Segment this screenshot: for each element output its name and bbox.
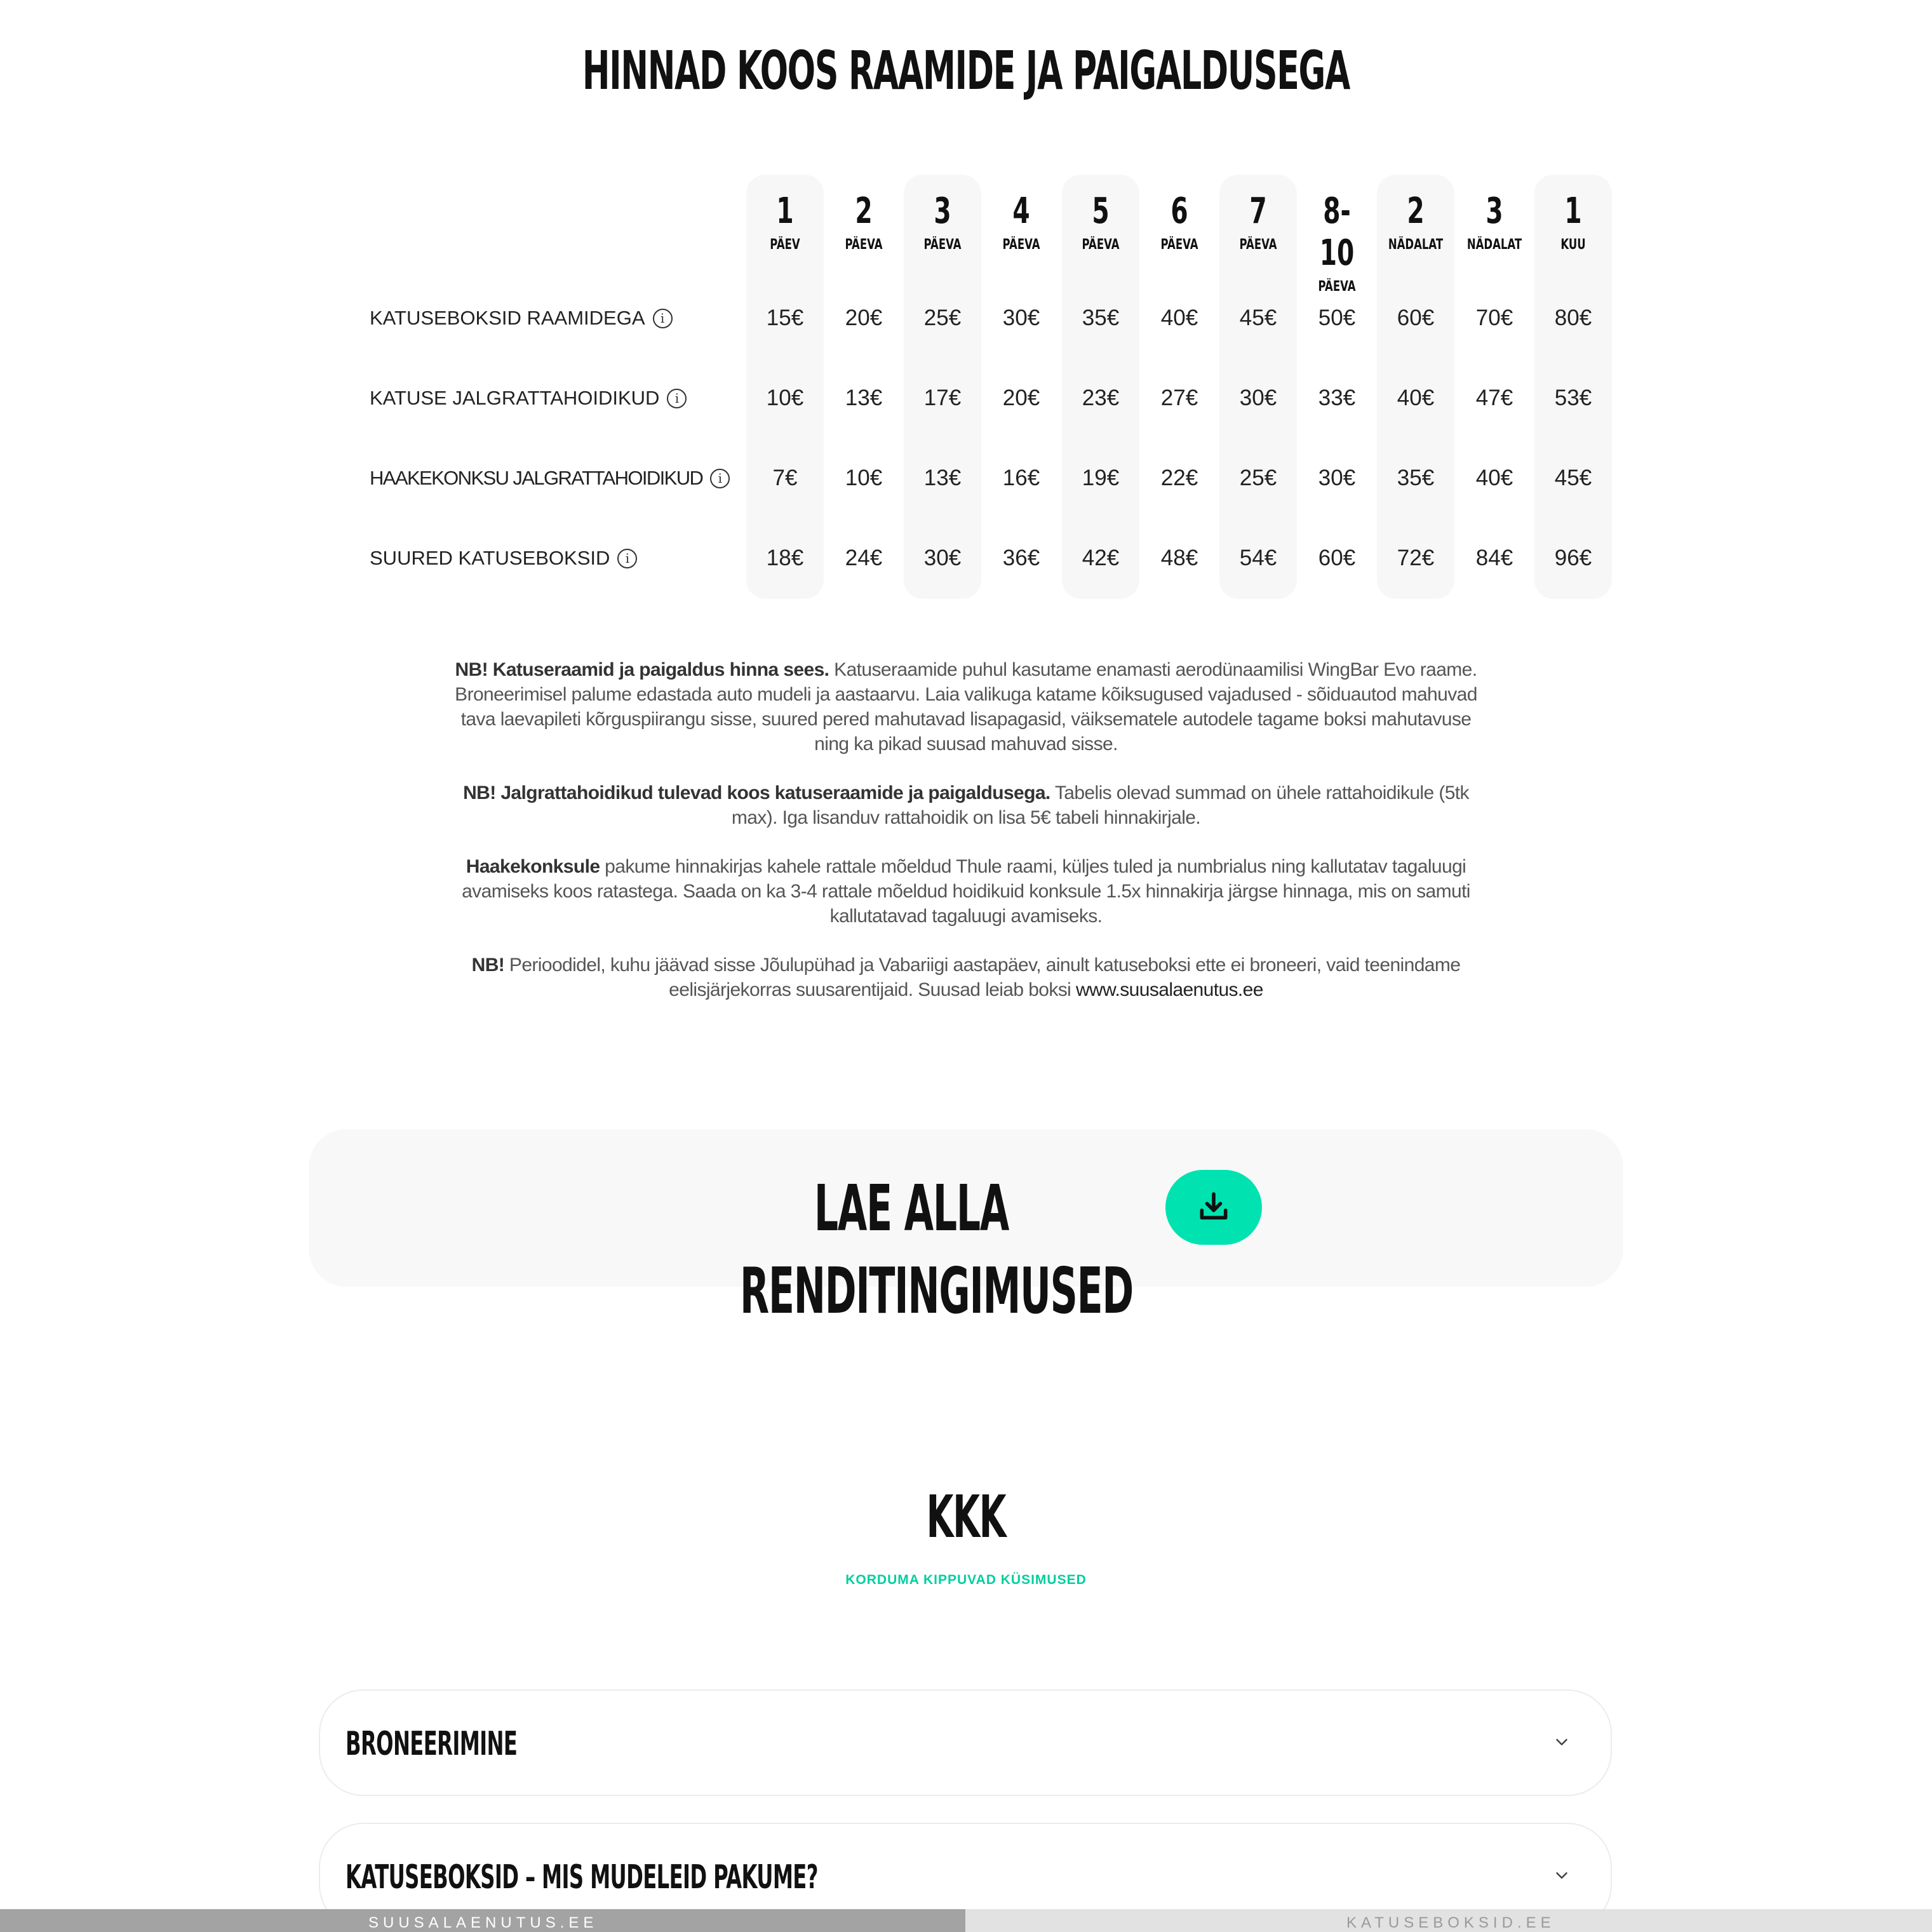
duration-unit: PÄEVA — [1239, 237, 1277, 253]
suusalaenutus-link[interactable]: www.suusalaenutus.ee — [1075, 979, 1263, 1000]
site-switch-bar — [0, 1909, 1932, 1932]
row-label-text: KATUSE JALGRATTAHOIDIKUD — [370, 387, 660, 409]
duration-number: 6 — [1171, 191, 1188, 232]
price-row-label — [370, 302, 673, 334]
price-cell: 72€ — [1397, 546, 1435, 570]
price-cell: 60€ — [1397, 305, 1435, 330]
faq-question: KATUSEBOKSID – MIS MUDELEID PAKUME? — [345, 1858, 818, 1896]
note-towbar — [445, 854, 1487, 929]
price-cell: 40€ — [1160, 305, 1198, 330]
price-cell: 20€ — [845, 305, 883, 330]
duration-number: 1 — [776, 191, 794, 232]
price-column-header — [1456, 191, 1533, 258]
price-cell: 16€ — [1002, 466, 1040, 490]
price-cell: 42€ — [1082, 546, 1120, 570]
info-icon[interactable]: i — [710, 469, 730, 488]
price-cell: 30€ — [1239, 386, 1277, 410]
duration-unit: NÄDALAT — [1388, 237, 1444, 253]
chevron-down-icon[interactable] — [1552, 1866, 1571, 1885]
row-label-text: SUURED KATUSEBOKSID — [370, 547, 610, 569]
price-cell: 45€ — [1239, 305, 1277, 330]
price-column-header — [1062, 191, 1139, 258]
page-title: HINNAD KOOS RAAMIDE JA PAIGALDUSEGA — [582, 39, 1350, 102]
faq-item-broneerimine[interactable] — [319, 1689, 1612, 1796]
price-cell: 25€ — [923, 305, 962, 330]
price-column-header — [904, 191, 981, 258]
price-cell: 40€ — [1475, 466, 1513, 490]
price-cell: 36€ — [1002, 546, 1040, 570]
note-bike-bold: NB! Jalgrattahoidikud tulevad koos katuseraamide ja paigaldusega. — [463, 782, 1050, 803]
site-tab-suusalaenutus-label[interactable]: SUUSALAENUTUS.EE — [368, 1914, 598, 1931]
price-cell: 30€ — [1318, 466, 1356, 490]
price-cell: 45€ — [1554, 466, 1592, 490]
download-icon — [1196, 1190, 1231, 1225]
price-cell: 15€ — [766, 305, 804, 330]
price-cell: 53€ — [1554, 386, 1592, 410]
price-column-header — [1298, 191, 1376, 300]
note-holidays-text: Perioodidel, kuhu jäävad sisse Jõulupühad ja Vabariigi aastapäev, ainult katuseboksi ette ei broneeri, vaid teenindame eelisjärjekorras suusarentijaid. Suusad leiab boksi — [504, 955, 1461, 1000]
price-row-label — [370, 542, 637, 574]
duration-number: 5 — [1092, 191, 1110, 232]
price-cell: 70€ — [1475, 305, 1513, 330]
price-cell: 23€ — [1082, 386, 1120, 410]
duration-number: 3 — [934, 191, 951, 232]
price-cell: 10€ — [845, 466, 883, 490]
duration-unit: PÄEVA — [845, 237, 883, 253]
price-cell: 33€ — [1318, 386, 1356, 410]
duration-unit: PÄEVA — [1002, 237, 1040, 253]
price-cell: 54€ — [1239, 546, 1277, 570]
price-column-header — [1534, 191, 1612, 258]
price-table — [0, 0, 1932, 610]
price-cell: 20€ — [1002, 386, 1040, 410]
note-towbar-text: pakume hinnakirjas kahele rattale mõeldud Thule raami, küljes tuled ja numbrialus ning kallutatav tagaluugi avamiseks koos ratastega. Saada on ka 3-4 rattale mõeldud hoidikuid konksule 1.5x hinnakirja järgse hinnaga, mis on samuti kallutatavad tagaluugi avamiseks. — [462, 856, 1470, 927]
duration-number: 3 — [1486, 191, 1503, 232]
price-cell: 40€ — [1397, 386, 1435, 410]
duration-number: 4 — [1012, 191, 1030, 232]
duration-unit: NÄDALAT — [1466, 237, 1522, 253]
row-label-text: HAAKEKONKSU JALGRATTAHOIDIKUD — [370, 467, 703, 489]
pricing-notes — [445, 657, 1487, 1026]
price-column-header — [983, 191, 1060, 258]
price-column-header — [1219, 191, 1297, 258]
duration-number: 8-10 — [1319, 191, 1355, 274]
price-cell: 30€ — [1002, 305, 1040, 330]
note-holidays-bold: NB! — [471, 955, 505, 976]
price-row-label — [370, 382, 687, 414]
duration-unit: PÄEV — [770, 237, 800, 253]
duration-number: 7 — [1249, 191, 1267, 232]
faq-question: BRONEERIMINE — [345, 1725, 518, 1763]
price-cell: 80€ — [1554, 305, 1592, 330]
price-cell: 19€ — [1082, 466, 1120, 490]
price-cell: 96€ — [1554, 546, 1592, 570]
price-column-header — [1377, 191, 1454, 258]
download-button[interactable] — [1165, 1170, 1262, 1245]
price-cell: 13€ — [845, 386, 883, 410]
duration-unit: PÄEVA — [1318, 279, 1356, 295]
info-icon[interactable]: i — [667, 389, 687, 408]
price-cell: 30€ — [923, 546, 962, 570]
price-cell: 60€ — [1318, 546, 1356, 570]
price-cell: 7€ — [772, 466, 798, 490]
price-cell: 18€ — [766, 546, 804, 570]
price-cell: 84€ — [1475, 546, 1513, 570]
info-icon[interactable]: i — [617, 549, 637, 568]
note-frames-text: Katuseraamide puhul kasutame enamasti aerodünaamilisi WingBar Evo raame. Broneerimisel palume edastada auto mudeli ja aastaarvu. Laia valikuga katame kõiksugused vajadused - sõiduautod mahuvad tava laevapileti kõrguspiirangu sisse, suured pered mahutavad lisapagasid, väiksematele autodele tagame boksi mahutavuse ning ka pikad suusad mahuvad sisse. — [455, 659, 1477, 755]
note-holidays — [445, 953, 1487, 1002]
price-cell: 35€ — [1082, 305, 1120, 330]
download-terms-title[interactable]: LAE ALLA RENDITINGIMUSED — [740, 1171, 1134, 1328]
duration-number: 2 — [1407, 191, 1425, 232]
price-row-label — [370, 462, 730, 494]
note-towbar-bold: Haakekonksule — [466, 856, 600, 877]
price-cell: 50€ — [1318, 305, 1356, 330]
duration-number: 1 — [1564, 191, 1582, 232]
price-cell: 13€ — [923, 466, 962, 490]
price-cell: 25€ — [1239, 466, 1277, 490]
price-cell: 22€ — [1160, 466, 1198, 490]
faq-subtitle: KORDUMA KIPPUVAD KÜSIMUSED — [845, 1573, 1087, 1587]
duration-number: 2 — [855, 191, 873, 232]
price-cell: 35€ — [1397, 466, 1435, 490]
duration-unit: KUU — [1560, 237, 1586, 253]
info-icon[interactable]: i — [653, 309, 673, 328]
duration-unit: PÄEVA — [1082, 237, 1120, 253]
price-cell: 10€ — [766, 386, 804, 410]
price-column-header — [746, 191, 824, 258]
row-label-text: KATUSEBOKSID RAAMIDEGA — [370, 307, 645, 329]
price-cell: 48€ — [1160, 546, 1198, 570]
site-tab-katuseboksid-label[interactable]: KATUSEBOKSID.EE — [1346, 1914, 1555, 1931]
price-cell: 27€ — [1160, 386, 1198, 410]
price-cell: 47€ — [1475, 386, 1513, 410]
price-column-header — [1141, 191, 1218, 258]
note-bike-text: Tabelis olevad summad on ühele rattahoidikule (5tk max). Iga lisanduv rattahoidik on lisa 5€ tabeli hinnakirjale. — [731, 782, 1469, 828]
price-cell: 24€ — [845, 546, 883, 570]
chevron-down-icon[interactable] — [1552, 1733, 1571, 1752]
price-column-header — [825, 191, 902, 258]
duration-unit: PÄEVA — [923, 237, 962, 253]
price-cell: 17€ — [923, 386, 962, 410]
note-bike-holders — [445, 781, 1487, 830]
faq-title: KKK — [926, 1483, 1006, 1551]
note-frames — [445, 657, 1487, 756]
note-frames-bold: NB! Katuseraamid ja paigaldus hinna sees. — [455, 659, 829, 680]
duration-unit: PÄEVA — [1160, 237, 1198, 253]
